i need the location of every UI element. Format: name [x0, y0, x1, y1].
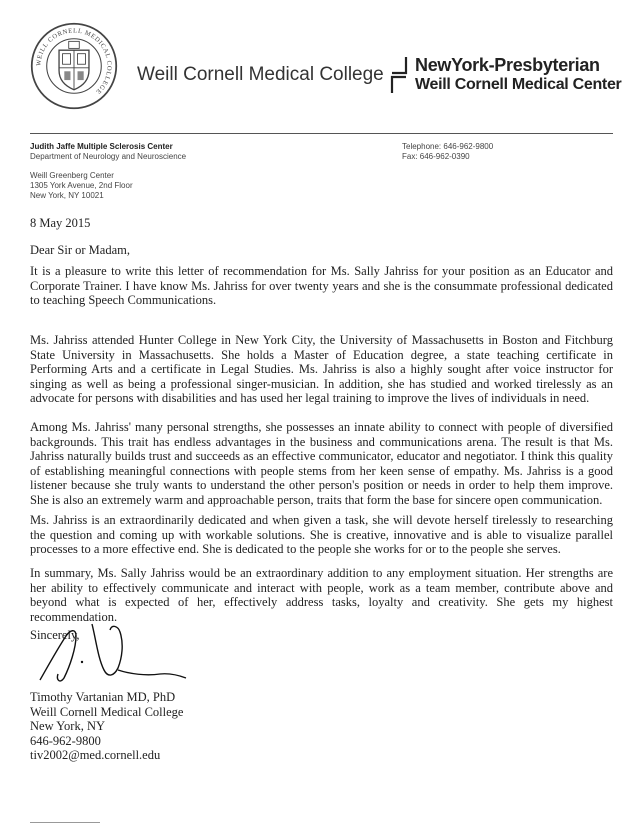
letter-date: 8 May 2015 [30, 216, 91, 230]
body-paragraph: Ms. Jahriss attended Hunter College in New York City, the University of Massachusetts in Boston and Fitchburg State University in Massachusetts. She holds a Master of Education degree, a state teaching certificate in Performing Arts and a certificate in Legal Studies. Ms. Jahriss is also a highly sought after voice instructor for singing as well as being a professional singer-musician. In addition, she has studied and worked tirelessly as an advocate for persons with disabilities and has used her legal training to improve the lives of individuals in need. [30, 333, 613, 406]
header-divider [30, 133, 613, 134]
address-block [30, 171, 133, 201]
body-paragraph: Ms. Jahriss is an extraordinarily dedicated and when given a task, she will devote herself tirelessly to researching the question and coming up with workable solutions. She is creative, innovative and is able to visualize parallel processes to a more effective end. She is dedicated to the people she works for or to the people she serves. [30, 513, 613, 557]
address-line: Weill Greenberg Center [30, 171, 114, 180]
telephone: Telephone: 646-962-9800 [402, 142, 494, 151]
signer-phone: 646-962-9800 [30, 733, 101, 748]
center-name: Judith Jaffe Multiple Sclerosis Center [30, 142, 173, 151]
department-name: Department of Neurology and Neuroscience [30, 152, 187, 161]
fax: Fax: 646-962-0390 [402, 152, 470, 161]
address-line: New York, NY 10021 [30, 191, 104, 200]
closing: Sincerely, [30, 628, 80, 642]
contact-info [402, 142, 493, 162]
seal-ring-text: WEILL CORNELL MEDICAL COLLEGE [35, 27, 113, 96]
hospital-name-line1: NewYork-Presbyterian [415, 55, 600, 75]
body-paragraph: It is a pleasure to write this letter of recommendation for Ms. Sally Jahriss for your position as an Educator and Corporate Trainer. I have know Ms. Jahriss for over twenty years and she is the consummate professional dedicated to teaching Speech Communications. [30, 264, 613, 308]
signer-block [30, 690, 183, 763]
center-info [30, 142, 186, 162]
body-paragraph: In summary, Ms. Sally Jahriss would be an extraordinary addition to any employment situation. Her strengths are her ability to effectively communicate and interact with people, work as a team member, contribute above and beyond what is expected of her, effectively address tasks, loyalty and creativity. She gets my highest recommendation. [30, 566, 613, 624]
nyp-bracket-icon [390, 55, 408, 95]
address-line: 1305 York Avenue, 2nd Floor [30, 181, 133, 190]
cornell-seal-logo [30, 22, 118, 110]
hospital-name [415, 56, 621, 94]
signer-name: Timothy Vartanian MD, PhD [30, 690, 176, 704]
footer-rule [30, 822, 100, 823]
signer-city: New York, NY [30, 719, 106, 734]
college-name: Weill Cornell Medical College [137, 64, 384, 85]
salutation: Dear Sir or Madam, [30, 243, 130, 257]
body-paragraph: Among Ms. Jahriss' many personal strengths, she possesses an innate ability to connect with people of diversified backgrounds. This trait has endless advantages in the business and communications arena. The result is that Ms. Jahriss naturally builds trust and succeeds as an effective communicator, educator and negotiator. I think this quality of establishing meaningful connections with people stems from her keen sense of empathy. Ms. Jahriss is a good listener because she truly wants to understand the other person's position or needs in order to help them improve. She is also an extremely warm and approachable person, traits that form the base for sincere open communication. [30, 420, 613, 507]
handwritten-signature [30, 618, 200, 688]
signer-email: tiv2002@med.cornell.edu [30, 748, 161, 763]
hospital-name-line2: Weill Cornell Medical Center [415, 76, 622, 93]
signer-institution: Weill Cornell Medical College [30, 704, 184, 719]
